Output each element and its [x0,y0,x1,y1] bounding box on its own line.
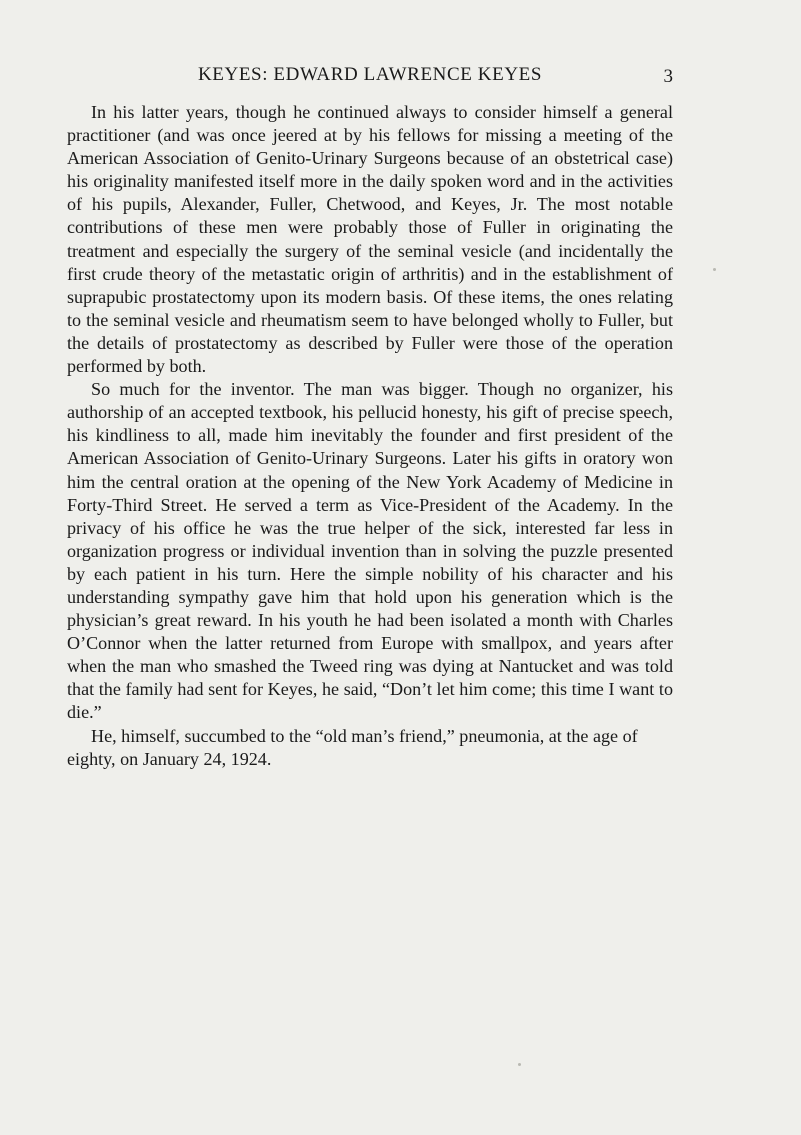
paper-speck [518,1063,521,1066]
paper-speck [713,268,716,271]
running-title: KEYES: EDWARD LAWRENCE KEYES [197,64,543,85]
paragraph-the-man: So much for the inventor. The man was bigger. Though no organizer, his authorship of an accepted textbook, his pellucid honesty, his gift of precise speech, his kindliness to all, made him inevitably the founder and first president of the American Association of Genito-Urinary Surgeons. Later his gifts in oratory won him the central oration at the opening of the New York Academy of Medicine in Forty-Third Street. He served a term as Vice-President of the Academy. In the privacy of his office he was the true helper of the sick, interested far less in organization progress or individual invention than in solving the puzzle presented by each patient in his turn. Here the simple nobility of his character and his understanding sympathy gave him that hold upon his generation which is the physician’s great reward. In his youth he had been isolated a month with Charles O’Connor when the latter returned from Europe with smallpox, and years after when the man who smashed the Tweed ring was dying at Nantucket and was told that the family had sent for Keyes, he said, “Don’t let him come; this time I want to die.” [67,379,673,723]
page-number: 3 [663,66,673,87]
body-text [67,101,673,771]
running-header [67,64,673,88]
paragraph-latter-years: In his latter years, though he continued always to consider himself a general practitioner (and was once jeered at by his fellows for missing a meeting of the American Association of Genito-Urinary Surgeons because of an obstetrical case) his originality manifested itself more in the daily spoken word and in the activities of his pupils, Alexander, Fuller, Chetwood, and Keyes, Jr. The most notable contributions of these men were probably those of Fuller in originating the treatment and especially the surgery of the seminal vesicle (and incidentally the first crude theory of the metastatic origin of arthritis) and in the establishment of suprapubic prostatectomy upon its modern basis. Of these items, the ones relating to the seminal vesicle and rheumatism seem to have belonged wholly to Fuller, but the details of prostatectomy as described by Fuller were those of the operation performed by both. [67,102,673,377]
paragraph-death: He, himself, succumbed to the “old man’s friend,” pneumonia, at the age of eighty, on January 24, 1924. [67,725,638,769]
